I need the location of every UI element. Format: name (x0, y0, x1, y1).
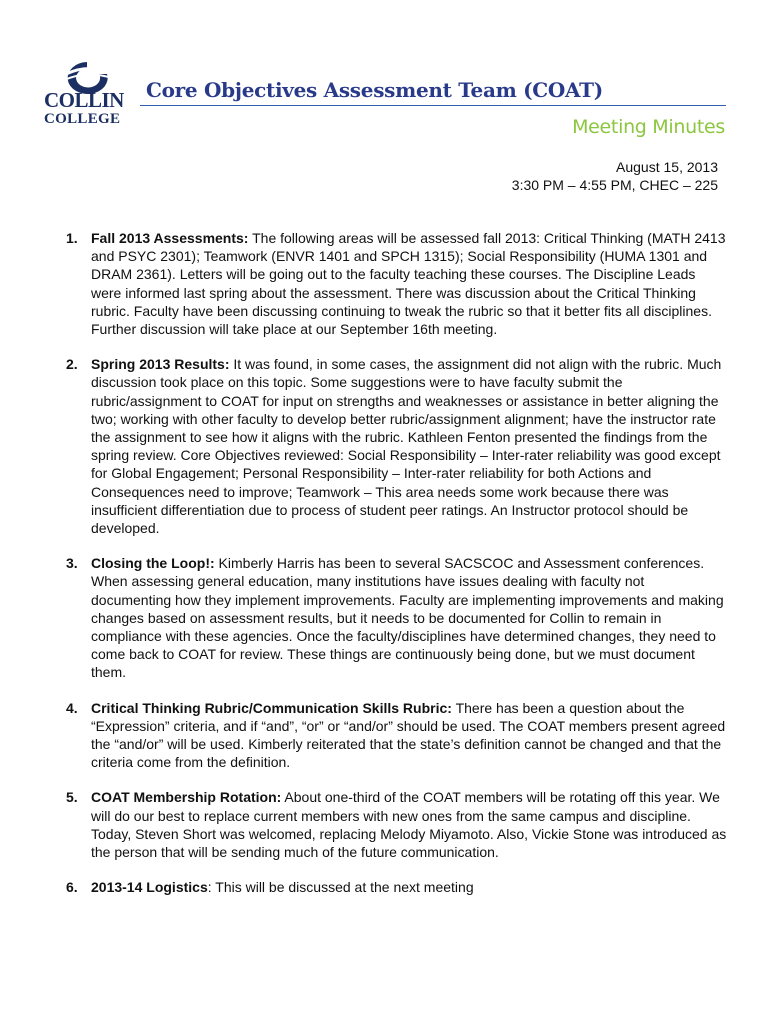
item-text: The following areas will be assessed fall 2013: Critical Thinking (MATH 2413 and PSYC 2301); Teamwork (ENVR 1401 and SPCH 1315); Social Responsibility (HUMA 1301 and DRAM 2361). Letters will be going out to the faculty teaching these courses. The Discipline Leads were informed last spring about the assessment. There was discussion about the Critical Thinking rubric. Faculty have been discussing continuing to tweak the rubric so that it better fits all disciplines. Further discussion will take place at our September 16th meeting. (91, 230, 726, 338)
header-rule (140, 105, 726, 106)
agenda-item (66, 229, 728, 338)
collin-college-logo (40, 60, 132, 130)
item-heading: Critical Thinking Rubric/Communication Skills Rubric: (91, 699, 452, 716)
item-text: About one-third of the COAT members will be rotating off this year. We will do our best to replace current members with new ones from the same campus and discipline. Today, Steven Short was welcomed, replacing Melody Miyamoto. Also, Vickie Stone was introduced as the person that will be sending much of the future communication. (91, 789, 727, 861)
item-number: 2. (66, 356, 78, 373)
item-heading: Fall 2013 Assessments: (91, 230, 249, 246)
item-heading: 2013-14 Logistics (91, 879, 208, 896)
item-number: 4. (66, 699, 78, 716)
item-number: 5. (66, 789, 78, 806)
agenda-list (66, 229, 728, 914)
logo-word-collin: COLLIN (44, 88, 124, 112)
item-text: There has been a question about the “Expression” criteria, and if “and”, “or” or “and/or” should be used. The COAT members present agreed the “and/or” will be used. Kimberly reiterated that the state’s definition cannot be changed and that the criteria come from the definition. (91, 699, 726, 771)
logo-word-college: COLLEGE (44, 111, 121, 127)
item-number: 6. (66, 879, 78, 896)
item-heading: COAT Membership Rotation: (91, 789, 282, 806)
meeting-time-location: 3:30 PM – 4:55 PM, CHEC – 225 (511, 177, 718, 193)
agenda-item (66, 788, 728, 861)
meeting-date: August 15, 2013 (616, 159, 718, 175)
agenda-item (66, 554, 728, 681)
item-heading: Spring 2013 Results: (91, 356, 230, 373)
document-subtitle: Meeting Minutes (572, 116, 725, 138)
item-heading: Closing the Loop!: (91, 555, 215, 572)
agenda-item (66, 355, 728, 537)
agenda-item (66, 699, 728, 772)
agenda-item (66, 878, 728, 896)
item-text: : This will be discussed at the next meeting (207, 879, 474, 896)
item-text: It was found, in some cases, the assignment did not align with the rubric. Much discussion took place on this topic. Some suggestions were to have faculty submit the rubric/assignment to COAT for input on strengths and weaknesses or assistance in better aligning the two; working with other faculty to develop better rubric/assignment alignment; have the instructor rate the assignment to see how it aligns with the rubric. Kathleen Fenton presented the findings from the spring review. Core Objectives reviewed: Social Responsibility – Inter-rater reliability was good except for Global Engagement; Personal Responsibility – Inter-rater reliability for both Actions and Consequences need to improve; Teamwork – This area needs some work because there was insufficient differentiation due to process of student peer ratings. An Instructor protocol should be developed. (91, 356, 722, 537)
item-number: 3. (66, 555, 78, 572)
item-text: Kimberly Harris has been to several SACSCOC and Assessment conferences. When assessing general education, many institutions have issues dealing with faculty not documenting how they implement improvements. Faculty are implementing improvements and making changes based on assessment results, but it needs to be documented for Collin to remain in compliance with these agencies. Once the faculty/disciplines have determined changes, they need to come back to COAT for review. These things are continuously being done, but we must document them. (91, 555, 724, 681)
page-title: Core Objectives Assessment Team (COAT) (146, 78, 603, 102)
item-number: 1. (66, 230, 78, 246)
